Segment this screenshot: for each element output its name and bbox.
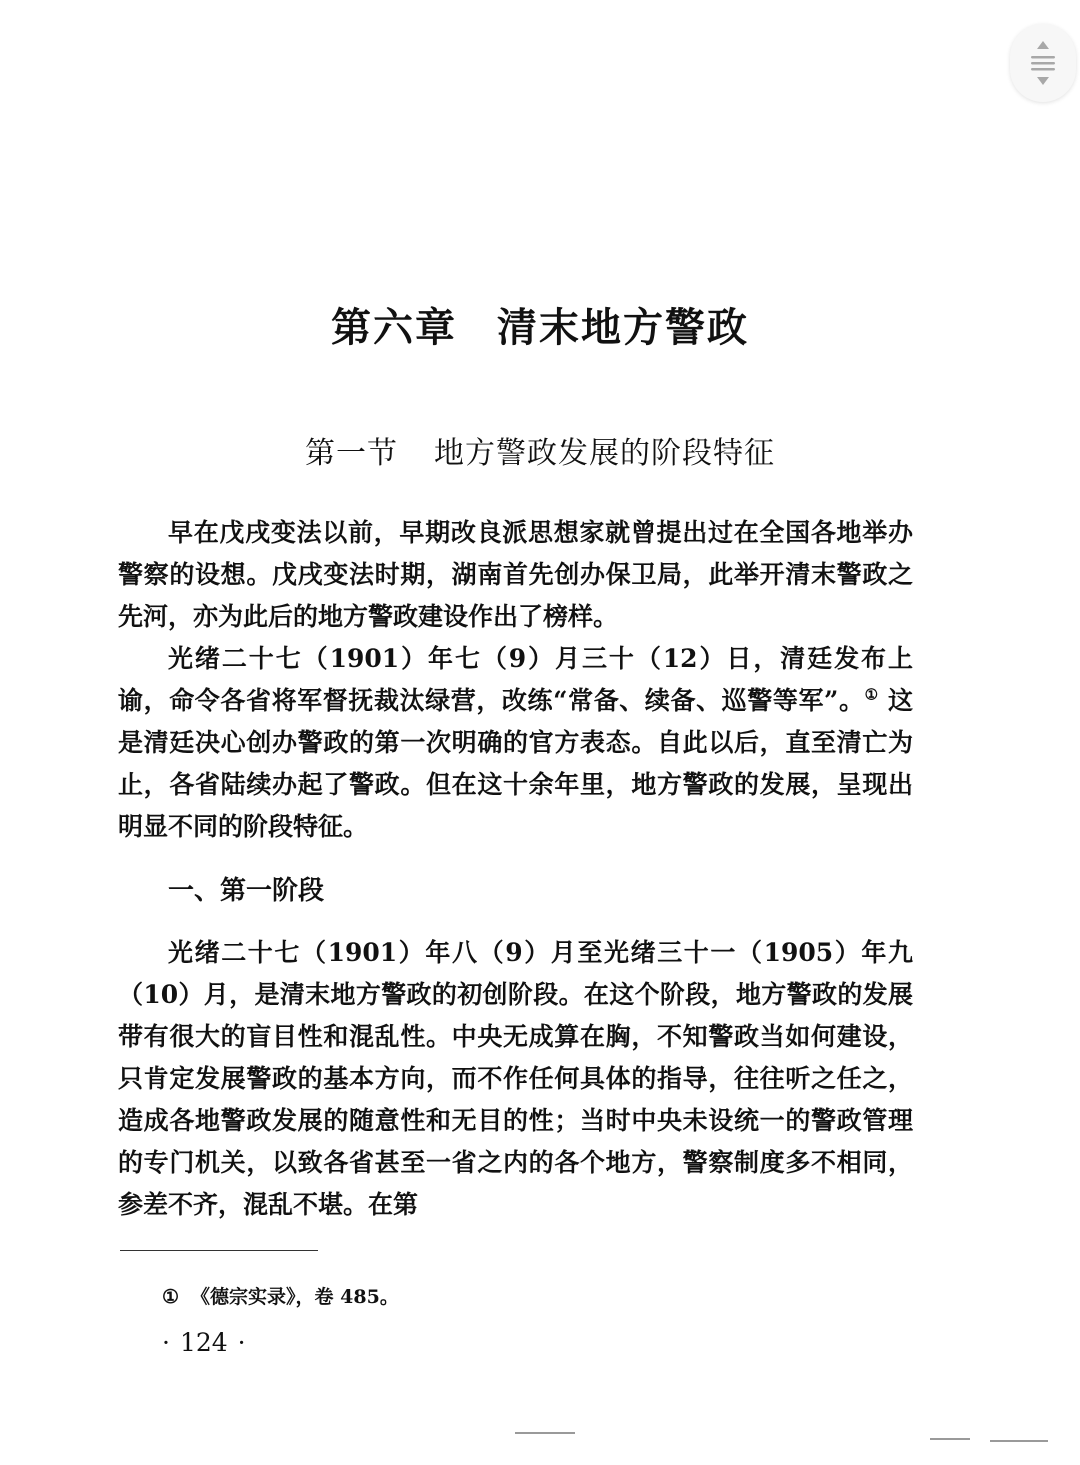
body-paragraph-2 [118, 638, 913, 848]
paragraph-text: 光绪二十七（1901）年七（9）月三十（12）日，清廷发布上谕，命令各省将军督抚裁汰绿营，改练“常备、续备、巡警等军”。 [118, 644, 913, 715]
page-number-dot: · [237, 1328, 246, 1357]
scan-artifact [990, 1440, 1048, 1442]
scan-artifact [515, 1432, 575, 1434]
scroll-handle-icon [1028, 37, 1058, 89]
section-label: 第一节 [305, 436, 398, 471]
page-number-value: 124 [179, 1328, 228, 1357]
body-paragraph-3 [118, 932, 913, 1226]
scan-artifact [930, 1438, 970, 1440]
chapter-name: 清末地方警政 [497, 304, 749, 351]
paragraph-text: 光绪二十七（1901）年八（9）月至光绪三十一（1905）年九（10）月，是清末地方警政的初创阶段。在这个阶段，地方警政的发展带有很大的盲目性和混乱性。中央无成算在胸，不知警政当如何建设，只肯定发展警政的基本方向，而不作任何具体的指导，往往听之任之，造成各地警政发展的随意性和无目的性；当时中央未设统一的警政管理的专门机关，以致各省甚至一省之内的各个地方，警察制度多不相同，参差不齐，混乱不堪。在第 [118, 938, 913, 1219]
footnote-reference[interactable]: ① [864, 685, 879, 704]
footnote [162, 1282, 399, 1309]
chapter-label: 第六章 [331, 304, 457, 351]
subsection-heading: 一、第一阶段 [168, 876, 325, 906]
footnote-text: 《德宗实录》，卷 485。 [191, 1286, 399, 1308]
footnote-divider [120, 1250, 318, 1251]
footnote-mark: ① [162, 1286, 180, 1308]
page-number-dot: · [162, 1328, 170, 1357]
section-title [0, 428, 1080, 472]
section-name: 地方警政发展的阶段特征 [434, 436, 775, 471]
paragraph-text: 早在戊戌变法以前，早期改良派思想家就曾提出过在全国各地举办警察的设想。戊戌变法时期，湖南首先创办保卫局，此举开清末警政之先河，亦为此后的地方警政建设作出了榜样。 [118, 518, 913, 631]
scroll-handle[interactable] [1010, 24, 1076, 102]
paragraph-text: 这是清廷决心创办警政的第一次明确的官方表态。自此以后，直至清亡为止，各省陆续办起了警政。但在这十余年里，地方警政的发展，呈现出明显不同的阶段特征。 [118, 686, 913, 841]
chapter-title [0, 296, 1080, 353]
body-paragraph-1 [118, 512, 913, 638]
page-number [152, 1328, 256, 1357]
